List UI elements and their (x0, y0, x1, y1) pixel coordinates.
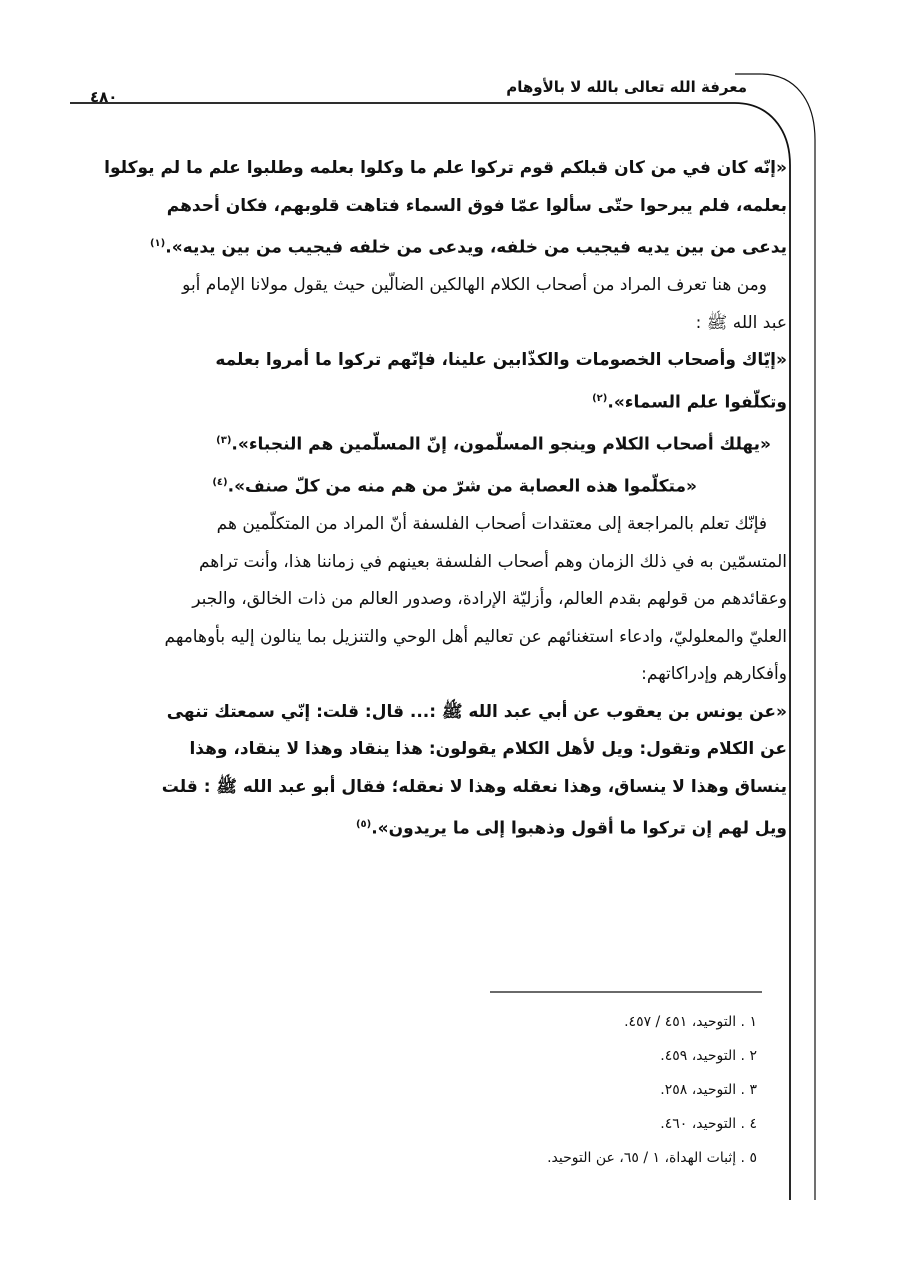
quote-text: «عن يونس بن يعقوب عن أبي عبد الله ﷺ :... قال: قلت: إنّي سمعتك تنهى (166, 701, 787, 722)
quote-line (75, 731, 787, 769)
footnote-item: ٥ . إثبات الهداة، ١ / ٦٥، عن التوحيد. (547, 1150, 757, 1166)
footnote-marker: (٥) (355, 819, 372, 831)
narrative-line (75, 544, 787, 582)
footnote-item: ٢ . التوحيد، ٤٥٩. (660, 1048, 757, 1064)
quote-line (75, 380, 787, 422)
quote-text: عن الكلام وتقول: ويل لأهل الكلام يقولون: هذا ينقاد وهذا لا ينقاد، وهذا (189, 739, 787, 760)
quote-line (75, 188, 787, 226)
quote-text: بعلمه، فلم يبرحوا حتّى سألوا عمّا فوق السماء فتاهت قلوبهم، فكان أحدهم (166, 195, 787, 216)
quote-line (75, 225, 787, 267)
running-title: معرفة الله تعالى بالله لا بالأوهام (506, 78, 747, 96)
narrative-text: العليّ والمعلوليّ، وادعاء استغنائهم عن تعاليم أهل الوحي والتنزيل بما ينالون إليه بأوهامهم (164, 626, 787, 647)
footnote-item: ٤ . التوحيد، ٤٦٠. (660, 1116, 757, 1132)
footnote-marker: (١) (149, 238, 166, 249)
narrative-text: وعقائدهم من قولهم بقدم العالم، وأزليّة الإرادة، وصدور العالم من ذات الخالق، والجبر (192, 589, 787, 610)
quote-line (75, 464, 787, 506)
body-text (75, 150, 787, 848)
narrative-text: فإنّك تعلم بالمراجعة إلى معتقدات أصحاب الفلسفة أنّ المراد من المتكلّمين هم (216, 514, 767, 535)
narrative-line (75, 656, 787, 694)
quote-text: «يهلك أصحاب الكلام وينجو المسلّمون، إنّ المسلّمين هم النجباء». (231, 434, 771, 455)
quote-text: «متكلّموا هذه العصابة من شرّ من هم منه من كلّ صنف». (227, 476, 697, 497)
footnote-marker: (٤) (212, 476, 228, 488)
quote-text: يدعى من بين يديه فيجيب من خلفه، ويدعى من خلفه فيجيب من بين يديه». (165, 237, 787, 258)
footnote-marker: (٢) (592, 392, 608, 404)
narrative-text: عبد الله ﷺ : (695, 312, 787, 333)
narrative-text: وأفكارهم وإدراكاتهم: (641, 664, 787, 685)
narrative-text: ومن هنا تعرف المراد من أصحاب الكلام الهالكين الضالّين حيث يقول مولانا الإمام أبو (182, 275, 767, 296)
quote-line (75, 150, 787, 188)
footnote-item: ٣ . التوحيد، ٢٥٨. (660, 1082, 757, 1098)
quote-text: «إيّاك وأصحاب الخصومات والكذّابين علينا، فإنّهم تركوا ما أمروا بعلمه (215, 350, 787, 371)
quote-text: «إنّه كان في من كان قبلكم قوم تركوا علم ما وكلوا بعلمه وطلبوا علم ما لم يوكلوا (104, 158, 787, 178)
narrative-line (75, 619, 787, 657)
footnote-item: ١ . التوحيد، ٤٥١ / ٤٥٧. (624, 1014, 757, 1030)
narrative-line (75, 267, 787, 305)
quote-line (75, 769, 787, 807)
footnote-marker: (٣) (216, 434, 232, 446)
quote-line (75, 806, 787, 848)
footnotes (337, 1005, 757, 1175)
narrative-line (75, 581, 787, 619)
quote-text: ويل لهم إن تركوا ما أقول وذهبوا إلى ما يريدون». (371, 818, 787, 839)
quote-line (75, 422, 787, 464)
narrative-line (75, 506, 787, 544)
quote-text: وتكلّفوا علم السماء». (607, 392, 787, 413)
quote-text: ينساق وهذا لا ينساق، وهذا نعقله وهذا لا نعقله؛ فقال أبو عبد الله ﷺ : قلت (161, 776, 787, 797)
narrative-line (75, 305, 787, 343)
narrative-text: المتسمّين به في ذلك الزمان وهم أصحاب الفلسفة بعينهم في زماننا هذا، وأنت تراهم (198, 551, 787, 572)
quote-line (75, 342, 787, 380)
quote-line (75, 694, 787, 732)
page-number: ٤٨٠ (90, 88, 118, 106)
